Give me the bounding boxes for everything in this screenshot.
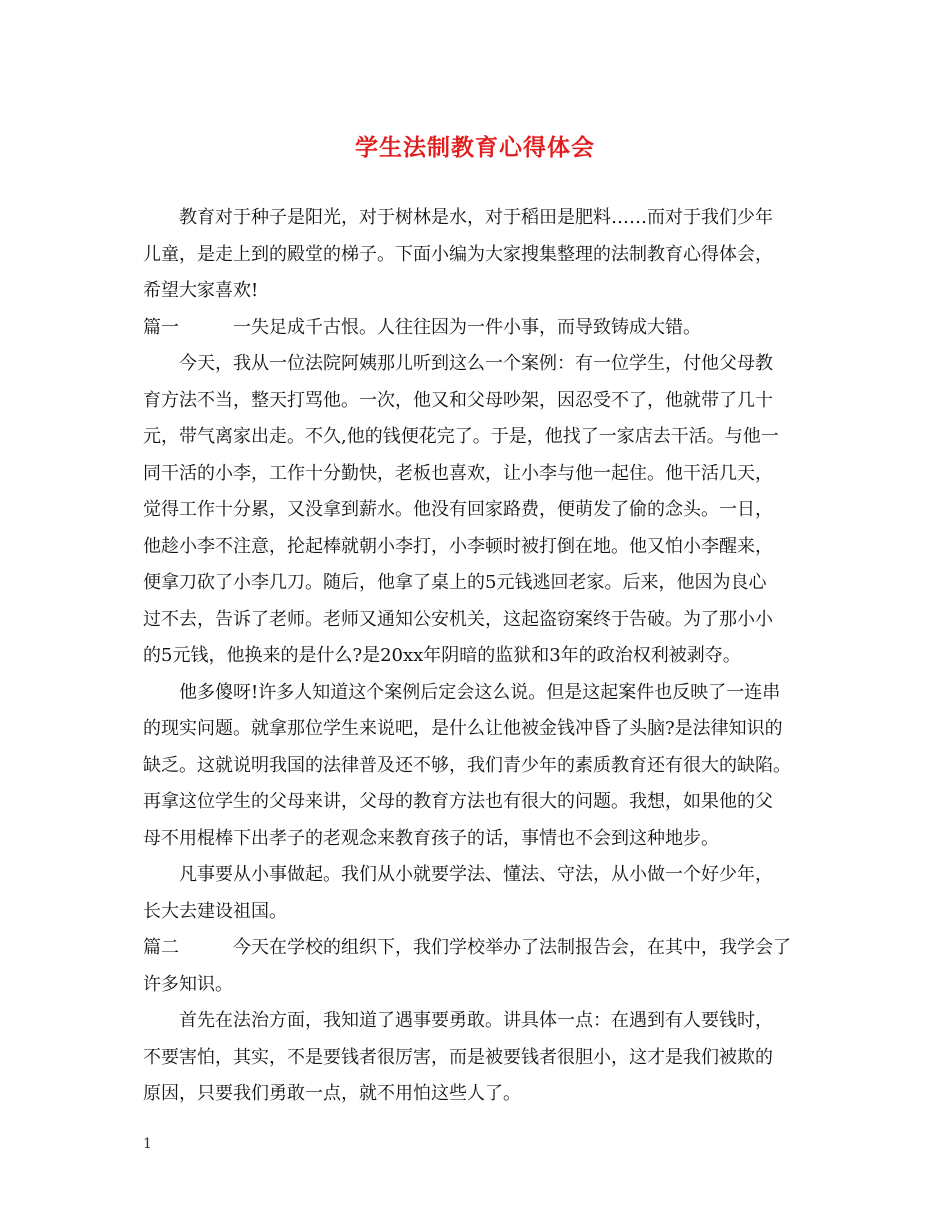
line-text: 凡事要从小事做起。我们从小就要学法、懂法、守法，从小做一个好少年， <box>179 864 773 885</box>
line-text: 许多知识。 <box>143 973 233 995</box>
text-line <box>143 857 813 894</box>
text-line <box>143 1040 813 1077</box>
line-text: 他多傻呀!许多人知道这个案例后定会这么说。但是这起案件也反映了一连串 <box>179 681 781 703</box>
text-line <box>143 200 813 237</box>
line-text: 便拿刀砍了小李几刀。随后，他拿了桌上的5元钱逃回老家。后来，他因为良心 <box>143 572 767 593</box>
line-text: 今天在学校的组织下，我们学校举办了法制报告会，在其中，我学会了 <box>233 937 791 958</box>
text-line <box>143 273 813 310</box>
text-line <box>143 784 813 821</box>
text-line <box>143 894 813 931</box>
text-line <box>143 748 813 785</box>
text-line <box>143 383 813 420</box>
text-line <box>143 529 813 566</box>
text-line <box>143 675 813 712</box>
line-text: 他趁小李不注意，抡起棒就朝小李打，小李顿时被打倒在地。他又怕小李醒来， <box>143 535 773 557</box>
text-line <box>143 821 813 858</box>
line-text: 原因，只要我们勇敢一点，就不用怕这些人了。 <box>143 1083 521 1104</box>
line-text: 再拿这位学生的父母来讲，父母的教育方法也有很大的问题。我想，如果他的父 <box>143 791 773 812</box>
line-text: 元，带气离家出走。不久,他的钱便花完了。于是，他找了一家店去干活。与他一 <box>143 426 779 447</box>
text-line <box>143 602 813 639</box>
text-line <box>143 638 813 675</box>
document-title: 学生法制教育心得体会 <box>355 135 595 161</box>
line-text: 过不去，告诉了老师。老师又通知公安机关，这起盗窃案终于告破。为了那小小 <box>143 608 773 630</box>
line-text: 儿童，是走上到的殿堂的梯子。下面小编为大家搜集整理的法制教育心得体会， <box>143 243 773 265</box>
text-line <box>143 1003 813 1040</box>
line-text: 一失足成千古恨。人往往因为一件小事，而导致铸成大错。 <box>233 316 701 338</box>
line-text: 觉得工作十分累，又没拿到薪水。他没有回家路费，便萌发了偷的念头。一日， <box>143 499 773 520</box>
text-line <box>143 930 813 967</box>
text-line <box>143 711 813 748</box>
line-text: 首先在法治方面，我知道了遇事要勇敢。讲具体一点：在遇到有人要钱时， <box>179 1010 773 1031</box>
text-line <box>143 237 813 274</box>
line-text: 母不用棍棒下出孝子的老观念来教育孩子的话，事情也不会到这种地步。 <box>143 827 719 849</box>
line-text: 希望大家喜欢! <box>143 280 259 301</box>
text-line <box>143 492 813 529</box>
text-line <box>143 456 813 493</box>
line-text: 同干活的小李，工作十分勤快，老板也喜欢，让小李与他一起住。他干活几天， <box>143 462 773 484</box>
text-line <box>143 967 813 1004</box>
line-text: 教育对于种子是阳光，对于树林是水，对于稻田是肥料……而对于我们少年 <box>179 207 773 228</box>
line-text: 长大去建设祖国。 <box>143 900 287 922</box>
section-label: 篇二 <box>143 937 179 958</box>
line-text: 的5元钱，他换来的是什么?是20xx年阴暗的监狱和3年的政治权利被剥夺。 <box>143 645 741 666</box>
line-text: 缺乏。这就说明我国的法律普及还不够，我们青少年的素质教育还有很大的缺陷。 <box>143 754 791 776</box>
line-text: 不要害怕，其实，不是要钱者很厉害，而是被要钱者很胆小，这才是我们被欺的 <box>143 1046 773 1068</box>
section-label: 篇一 <box>143 316 179 338</box>
document-body <box>143 200 813 1113</box>
line-text: 的现实问题。就拿那位学生来说吧，是什么让他被金钱冲昏了头脑?是法律知识的 <box>143 718 783 739</box>
page-number: 1 <box>143 1136 152 1152</box>
line-text: 今天，我从一位法院阿姨那儿听到这么一个案例：有一位学生，付他父母教 <box>179 353 773 374</box>
text-line <box>143 419 813 456</box>
line-text: 育方法不当，整天打骂他。一次，他又和父母吵架，因忍受不了，他就带了几十 <box>143 389 773 411</box>
text-line <box>143 346 813 383</box>
text-line <box>143 310 813 347</box>
text-line <box>143 565 813 602</box>
text-line <box>143 1076 813 1113</box>
